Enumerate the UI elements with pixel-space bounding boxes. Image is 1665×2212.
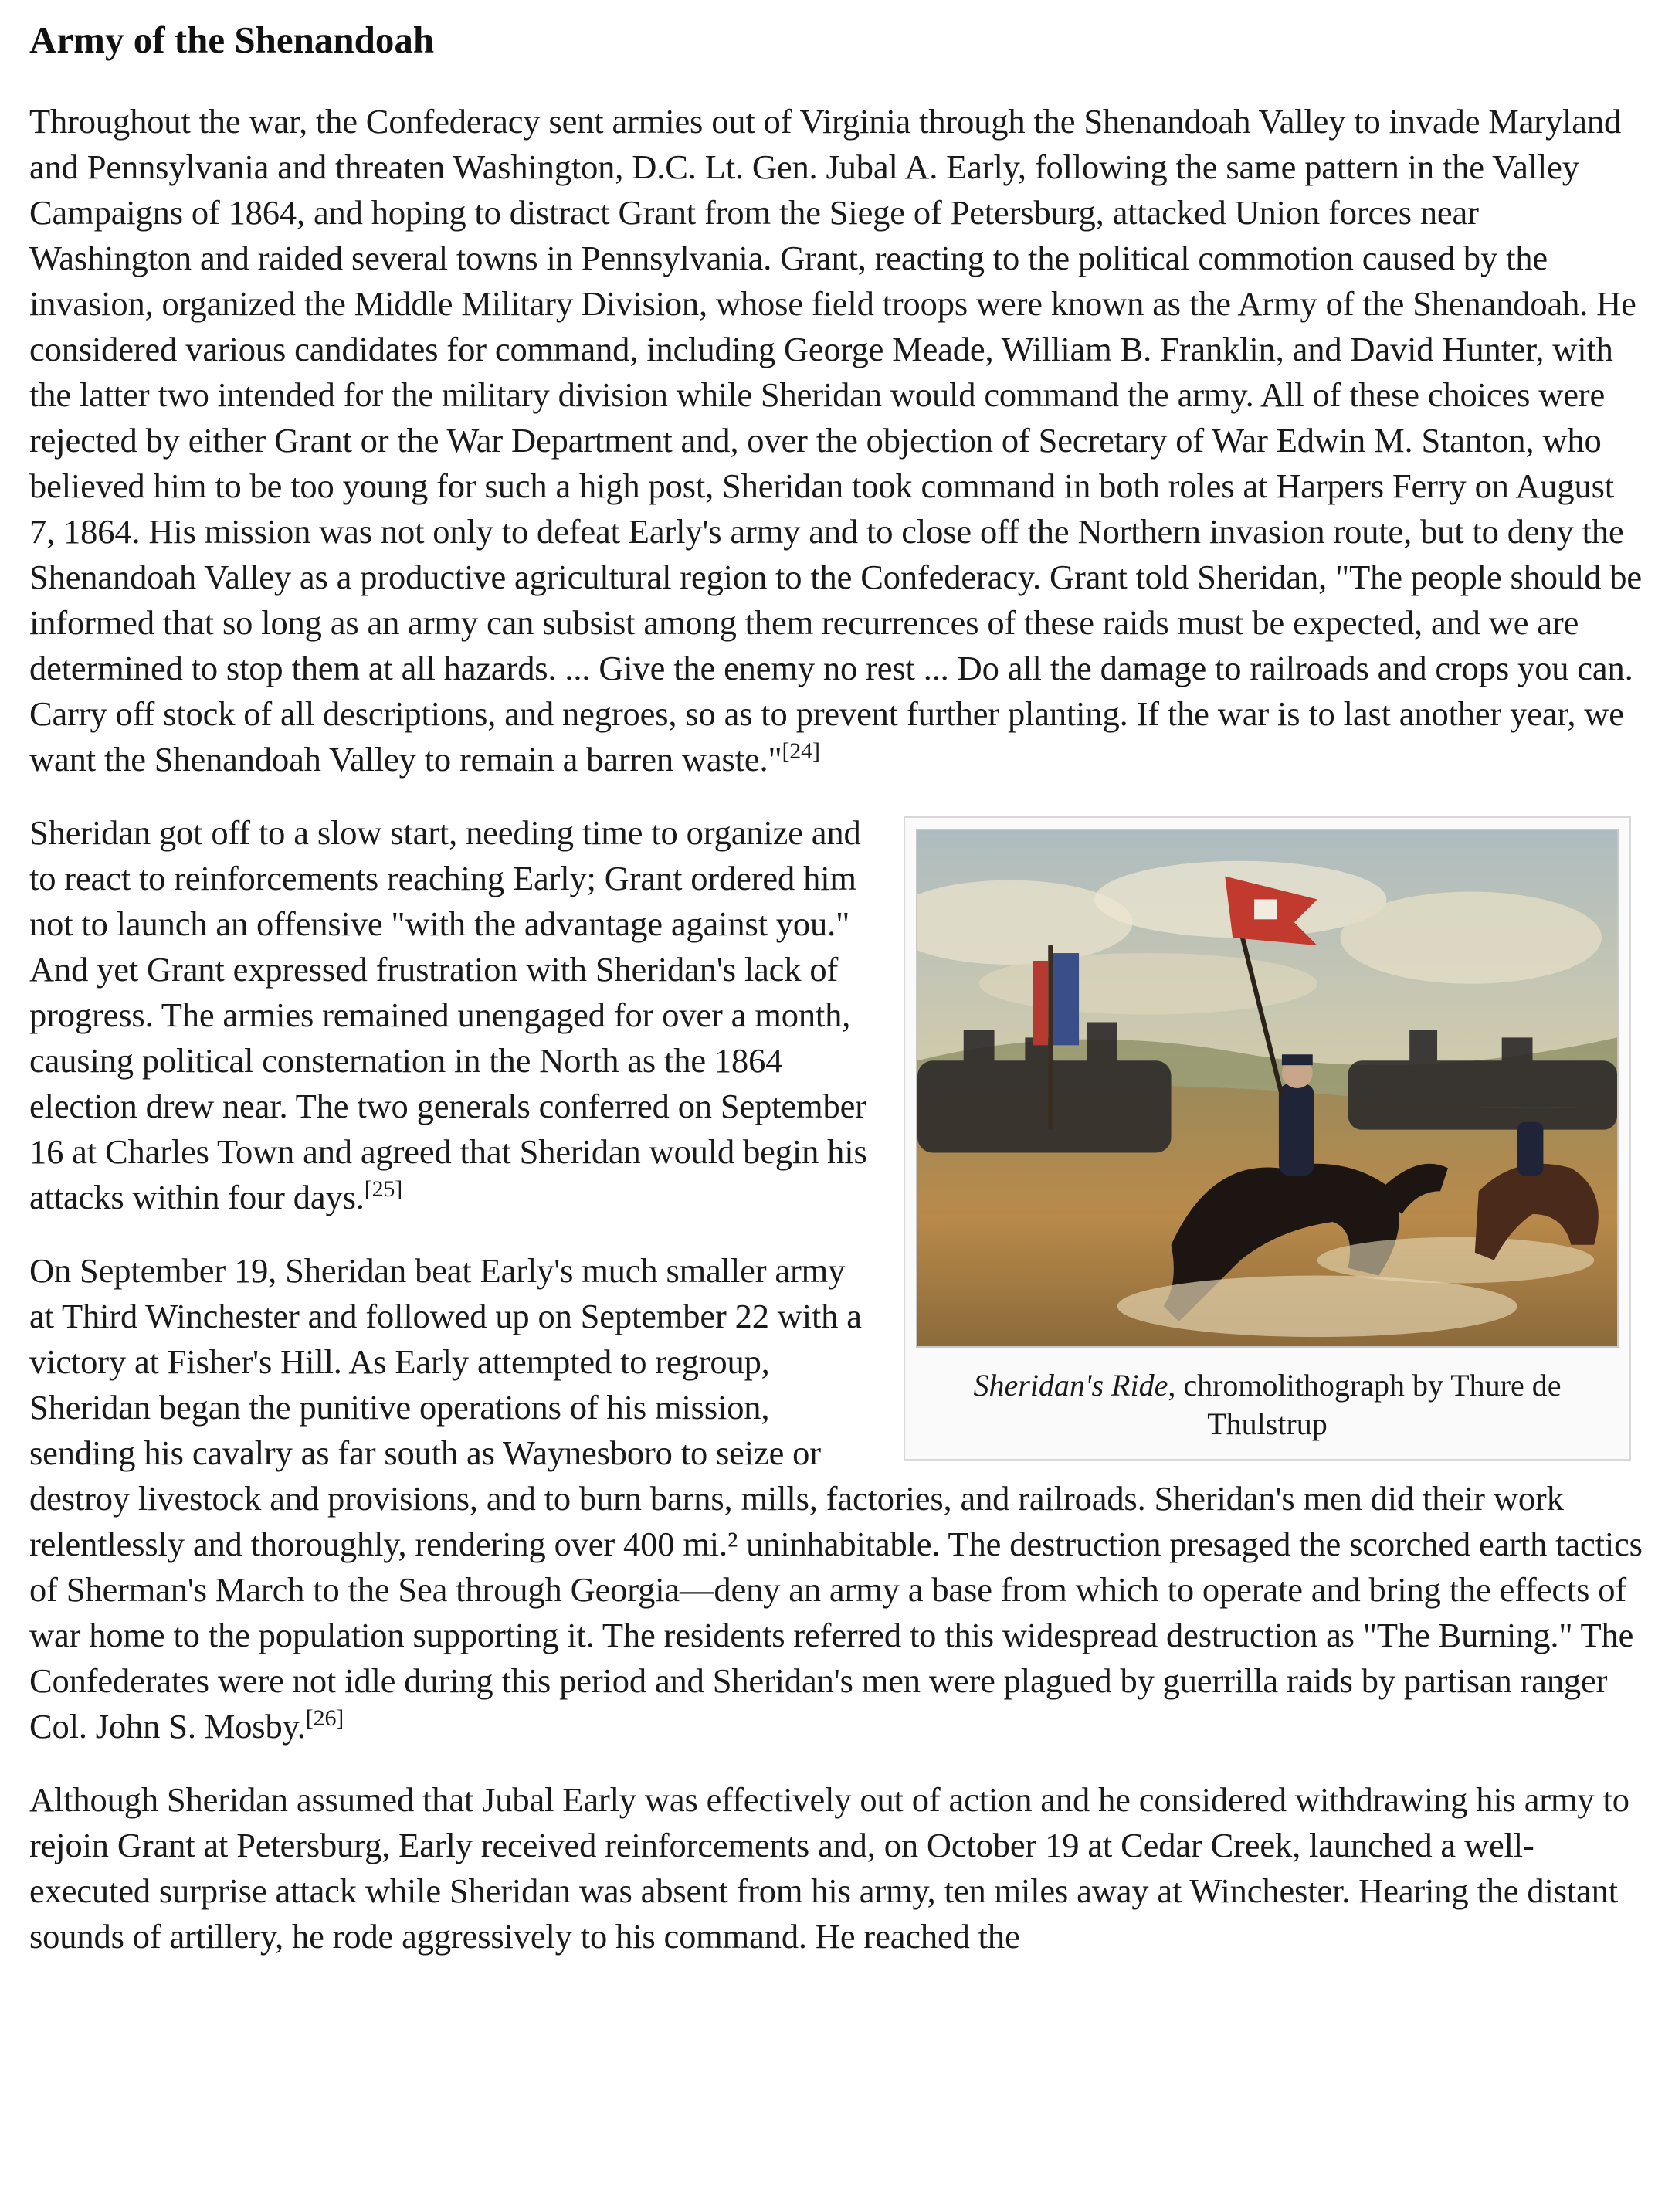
figure-caption: [916, 1366, 1619, 1444]
citation-24[interactable]: [24]: [782, 738, 820, 765]
section-title: Army of the Shenandoah: [29, 19, 435, 61]
caption-title: Sheridan's Ride: [973, 1368, 1168, 1403]
paragraph-4: Although Sheridan assumed that Jubal Early was effectively out of action and he considered withdrawing his army to rejoin Grant at Petersburg, Early received reinforcements and, on October 19 at Cedar Creek, launched a well-executed surprise attack while Sheridan was absent from his army, ten miles away at Winchester. Hearing the distant sounds of artillery, he rode aggressively to his command. He reached the: [29, 1780, 1629, 1956]
paragraph-1: [29, 99, 1643, 782]
article: [29, 17, 1643, 1987]
paragraph-3-text: On September 19, Sheridan beat Early's much smaller army at Third Winchester and followed up on September 22 with a victory at Fisher's Hill. As Early attempted to regroup, Sheridan began the punitive operations of his mission, sending his cavalry as far south as Waynesboro to seize or destroy livestock and provisions, and to burn barns, mills, factories, and railroads. Sheridan's men did their work relentlessly and thoroughly, rendering over 400 mi.² uninhabitable. The destruction presaged the scorched earth tactics of Sherman's March to the Sea through Georgia—deny an army a base from which to operate and bring the effects of war home to the population supporting it. The residents referred to this widespread destruction as "The Burning." The Confederates were not idle during this period and Sheridan's men were plagued by guerrilla raids by partisan ranger Col. John S. Mosby.: [29, 1251, 1643, 1746]
paragraph-2-text: Sheridan got off to a slow start, needing time to organize and to react to reinforcements reaching Early; Grant ordered him not to launch an offensive "with the advantage against you." And yet Grant expressed frustration with Sheridan's lack of progress. The armies remained unengaged for over a month, causing political consternation in the North as the 1864 election drew near. The two generals conferred on September 16 at Charles Town and agreed that Sheridan would begin his attacks within four days.: [29, 813, 867, 1216]
caption-text: , chromolithograph by Thure de Thulstrup: [1168, 1368, 1562, 1441]
citation-26[interactable]: [26]: [305, 1705, 344, 1732]
paragraph-1-text: Throughout the war, the Confederacy sent armies out of Virginia through the Shenandoah Valley to invade Maryland and Pennsylvania and threaten Washington, D.C. Lt. Gen. Jubal A. Early, following the same pattern in the Valley Campaigns of 1864, and hoping to distract Grant from the Siege of Petersburg, attacked Union forces near Washington and raided several towns in Pennsylvania. Grant, reacting to the political commotion caused by the invasion, organized the Middle Military Division, whose field troops were known as the Army of the Shenandoah. He considered various candidates for command, including George Meade, William B. Franklin, and David Hunter, with the latter two intended for the military division while Sheridan would command the army. All of these choices were rejected by either Grant or the War Department and, over the objection of Secretary of War Edwin M. Stanton, who believed him to be too young for such a high post, Sheridan took command in both roles at Harpers Ferry on August 7, 1864. His mission was not only to defeat Early's army and to close off the Northern invasion route, but to deny the Shenandoah Valley as a productive agricultural region to the Confederacy. Grant told Sheridan, "The people should be informed that so long as an army can subsist among them recurrences of these raids must be expected, and we are determined to stop them at all hazards. ... Give the enemy no rest ... Do all the damage to railroads and crops you can. Carry off stock of all descriptions, and negroes, so as to prevent further planting. If the war is to last another year, we want the Shenandoah Valley to remain a barren waste.": [29, 102, 1642, 779]
sheridans-ride-painting[interactable]: [916, 829, 1619, 1348]
citation-25[interactable]: [25]: [364, 1176, 403, 1203]
figure-sheridans-ride: [904, 816, 1631, 1461]
